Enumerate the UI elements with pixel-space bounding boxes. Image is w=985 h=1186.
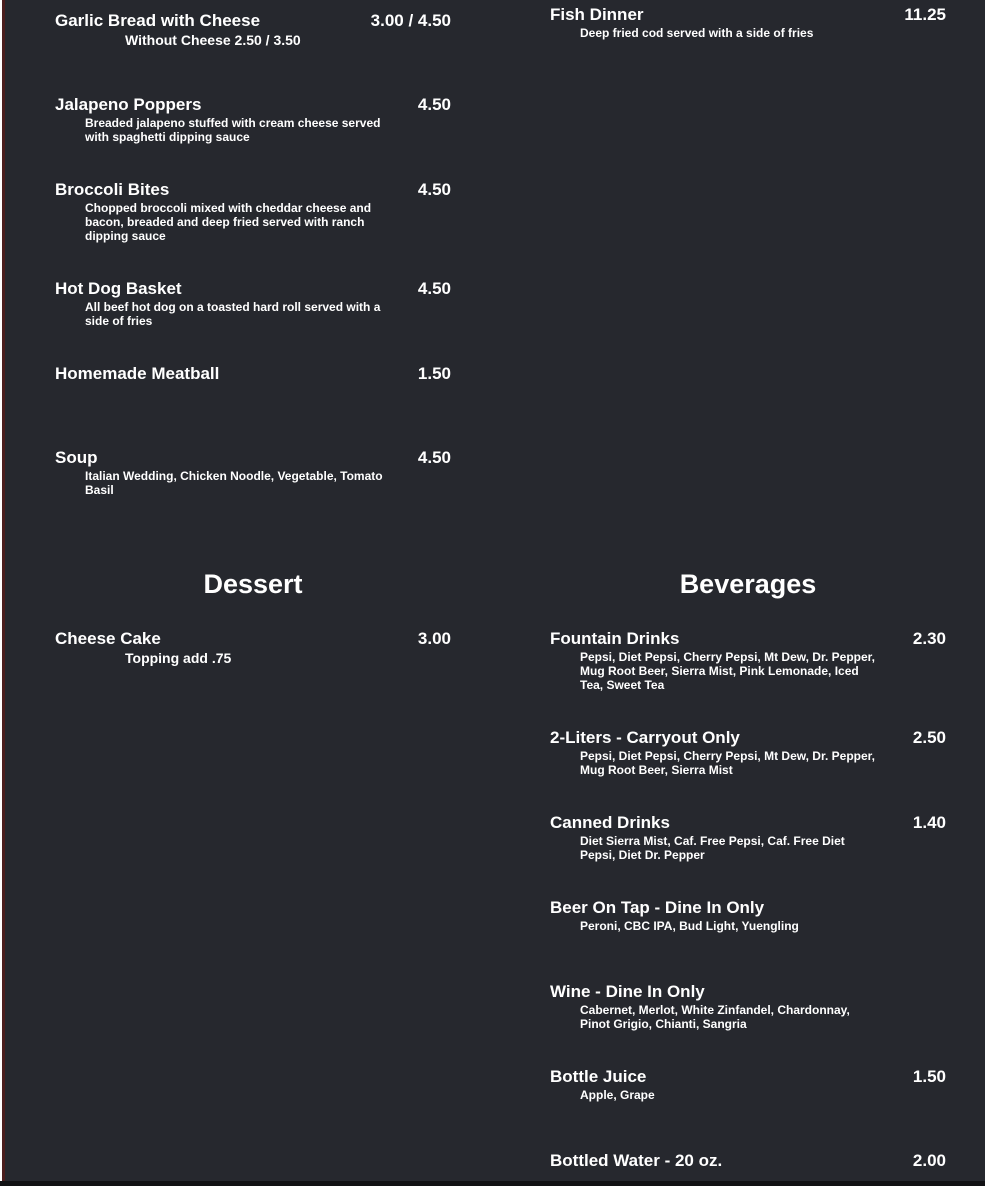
item-name: Fountain Drinks (550, 629, 680, 648)
item-name: Cheese Cake (55, 629, 161, 648)
item-price: 4.50 (417, 279, 451, 298)
left-edge-accent (2, 0, 5, 1186)
item-name: Bottled Water - 20 oz. (550, 1151, 723, 1170)
item-price: 1.50 (417, 364, 451, 383)
item-price: 1.40 (912, 813, 946, 832)
item-name: Garlic Bread with Cheese (55, 11, 261, 30)
item-price: 3.00 / 4.50 (370, 11, 451, 30)
item-name: Beer On Tap - Dine In Only (550, 898, 765, 917)
item-description: Chopped broccoli mixed with cheddar cheese and bacon, breaded and deep fried served with ranch dipping sauce (85, 201, 372, 243)
item-price: 11.25 (904, 5, 946, 24)
item-price: 3.00 (417, 629, 451, 648)
item-description: Breaded jalapeno stuffed with cream cheese served with spaghetti dipping sauce (85, 116, 381, 144)
item-description: Pepsi, Diet Pepsi, Cherry Pepsi, Mt Dew, Dr. Pepper, Mug Root Beer, Sierra Mist, Pink Lemonade, Iced Tea, Sweet Tea (580, 650, 875, 692)
item-price: 4.50 (417, 180, 451, 199)
item-description: Deep fried cod served with a side of fries (580, 26, 814, 40)
item-description: Diet Sierra Mist, Caf. Free Pepsi, Caf. Free Diet Pepsi, Diet Dr. Pepper (580, 834, 845, 862)
item-name: Wine - Dine In Only (550, 982, 705, 1001)
item-description: Cabernet, Merlot, White Zinfandel, Chardonnay, Pinot Grigio, Chianti, Sangria (580, 1003, 850, 1031)
item-description: Italian Wedding, Chicken Noodle, Vegetable, Tomato Basil (85, 469, 383, 497)
item-name: Soup (55, 448, 98, 467)
section-title-beverages: Beverages (679, 569, 817, 599)
item-price: 2.30 (912, 629, 946, 648)
item-name: Hot Dog Basket (55, 279, 182, 298)
section-title-dessert: Dessert (203, 569, 303, 599)
bottom-edge-bar (0, 1181, 985, 1186)
item-description: All beef hot dog on a toasted hard roll served with a side of fries (85, 300, 381, 328)
item-description: Peroni, CBC IPA, Bud Light, Yuengling (580, 919, 799, 933)
item-description: Pepsi, Diet Pepsi, Cherry Pepsi, Mt Dew, Dr. Pepper, Mug Root Beer, Sierra Mist (580, 749, 875, 777)
item-name: Bottle Juice (550, 1067, 647, 1086)
item-price: 2.00 (912, 1151, 946, 1170)
item-name: Broccoli Bites (55, 180, 170, 199)
item-name: Canned Drinks (550, 813, 670, 832)
item-price: 4.50 (417, 95, 451, 114)
item-price: 2.50 (912, 728, 946, 747)
item-name: 2-Liters - Carryout Only (550, 728, 740, 747)
item-description: Apple, Grape (580, 1088, 655, 1102)
item-name: Fish Dinner (550, 5, 644, 24)
item-price: 1.50 (912, 1067, 946, 1086)
item-name: Jalapeno Poppers (55, 95, 202, 114)
item-name: Homemade Meatball (55, 364, 220, 383)
item-note: Topping add .75 (125, 650, 232, 666)
item-note: Without Cheese 2.50 / 3.50 (125, 32, 301, 48)
item-price: 4.50 (417, 448, 451, 467)
